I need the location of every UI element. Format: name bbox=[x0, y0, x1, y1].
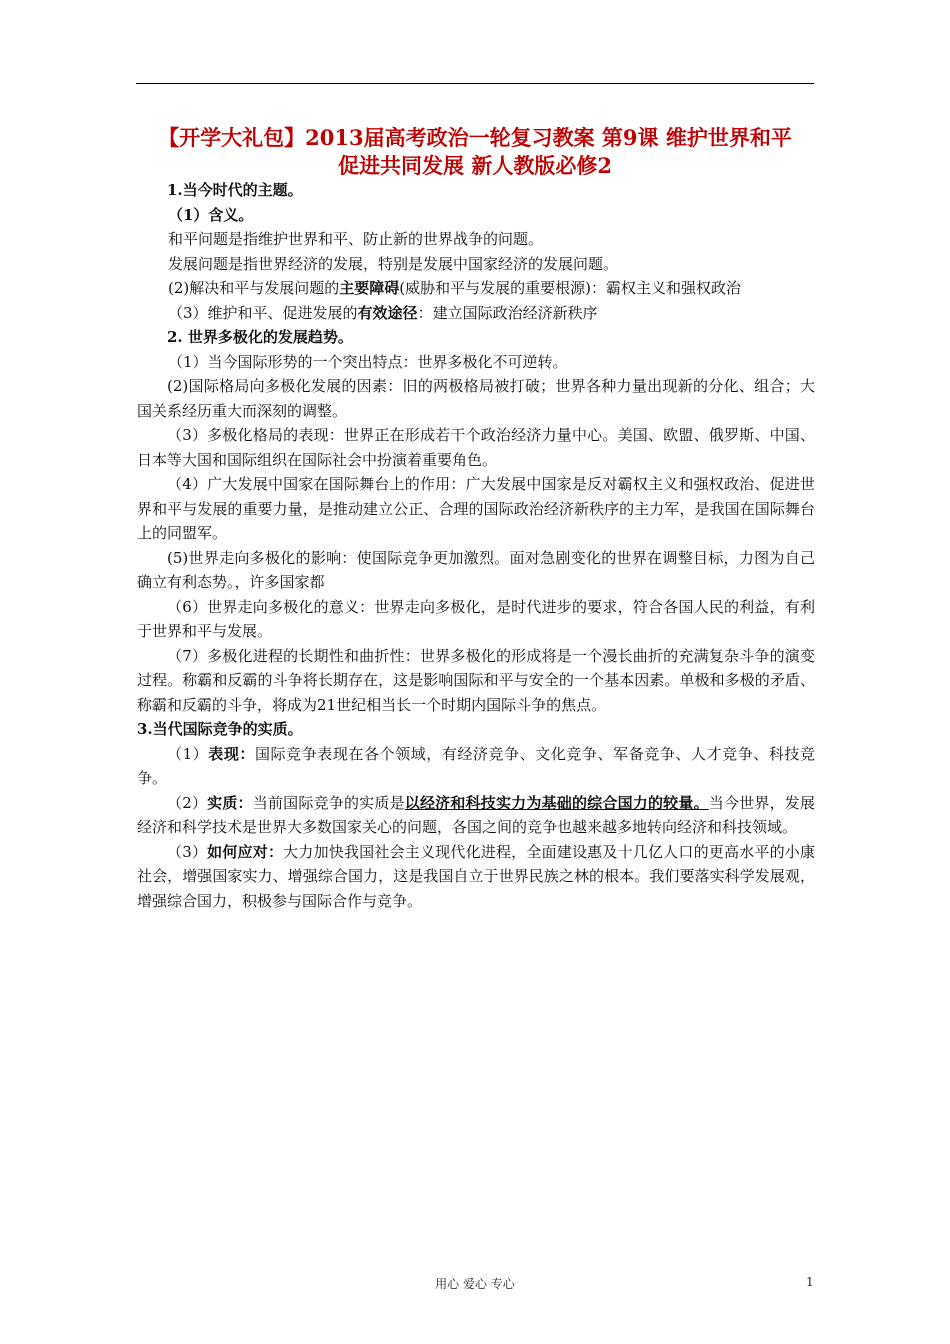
section-2-item-2: (2)国际格局向多极化发展的因素：旧的两极格局被打破；世界各种力量出现新的分化、组合；大国关系经历重大而深刻的调整。 bbox=[137, 377, 815, 420]
section-2-item-5: (5)世界走向多极化的影响：使国际竞争更加激烈。面对急剧变化的世界在调整目标，力图为自己确立有利态势。，许多国家都 bbox=[137, 548, 815, 591]
section-1-item-1-development: 发展问题是指世界经济的发展，特别是发展中国家经济的发展问题。 bbox=[168, 254, 619, 273]
section-1-item-1-peace: 和平问题是指维护世界和平、防止新的世界战争的问题。 bbox=[168, 230, 544, 248]
section-3-item-3: （3）如何应对：大力加快我国社会主义现代化进程，全面建设惠及十几亿人口的更高水平的小康社会，增强国家实力、增强综合国力，这是我国自立于世界民族之林的根本。我们要落实科学发展观，增强综合国力，积极参与国际合作与竞争。 bbox=[137, 842, 815, 910]
section-2-item-1: （1）当今国际形势的一个突出特点：世界多极化不可逆转。 bbox=[168, 352, 568, 371]
section-2-item-7: （7）多极化进程的长期性和曲折性：世界多极化的形成将是一个漫长曲折的充满复杂斗争的演变过程。称霸和反霸的斗争将长期存在，这是影响国际和平与安全的一个基本因素。单极和多极的矛盾、称霸和反霸的斗争，将成为21世纪相当长一个时期内国际斗争的焦点。 bbox=[137, 646, 815, 714]
section-1-heading: 1.当今时代的主题。 bbox=[167, 181, 303, 199]
section-2-item-4: （4）广大发展中国家在国际舞台上的作用：广大发展中国家是反对霸权主义和强权政治、促进世界和平与发展的重要力量，是推动建立公正、合理的国际政治经济新秩序的主力军，是我国在国际舞台上的同盟军。 bbox=[137, 475, 815, 542]
document-body bbox=[137, 178, 815, 913]
section-3-item-2: （2）实质：当前国际竞争的实质是以经济和科技实力为基础的综合国力的较量。当今世界，发展经济和科学技术是世界大多数国家关心的问题，各国之间的竞争也越来越多地转向经济和科技领域。 bbox=[137, 793, 815, 836]
title-line-1: 【开学大礼包】2013届高考政治一轮复习教案 第9课 维护世界和平 bbox=[158, 125, 792, 150]
section-2-heading: 2. 世界多极化的发展趋势。 bbox=[167, 328, 353, 346]
page-number: 1 bbox=[806, 1275, 814, 1289]
page-footer: 用心 爱心 专心 bbox=[435, 1277, 515, 1291]
section-1-item-3: （3）维护和平、促进发展的有效途径：建立国际政治经济新秩序 bbox=[168, 303, 598, 322]
section-3-heading: 3.当代国际竞争的实质。 bbox=[137, 720, 303, 738]
section-3-item-1: （1）表现：国际竞争表现在各个领域，有经济竞争、文化竞争、军备竞争、人才竞争、科技竞争。 bbox=[137, 744, 815, 787]
header-rule bbox=[136, 83, 814, 84]
document-title bbox=[130, 124, 820, 180]
section-1-item-1-label: （1）含义。 bbox=[168, 205, 254, 224]
section-1-item-2: (2)解决和平与发展问题的主要障碍(威胁和平与发展的重要根源)：霸权主义和强权政治 bbox=[168, 279, 741, 297]
section-2-item-6: （6）世界走向多极化的意义：世界走向多极化，是时代进步的要求，符合各国人民的利益，有利于世界和平与发展。 bbox=[137, 597, 815, 640]
section-2-item-3: （3）多极化格局的表现：世界正在形成若干个政治经济力量中心。美国、欧盟、俄罗斯、中国、日本等大国和国际组织在国际社会中扮演着重要角色。 bbox=[137, 426, 815, 469]
title-line-2: 促进共同发展 新人教版必修2 bbox=[338, 153, 612, 178]
